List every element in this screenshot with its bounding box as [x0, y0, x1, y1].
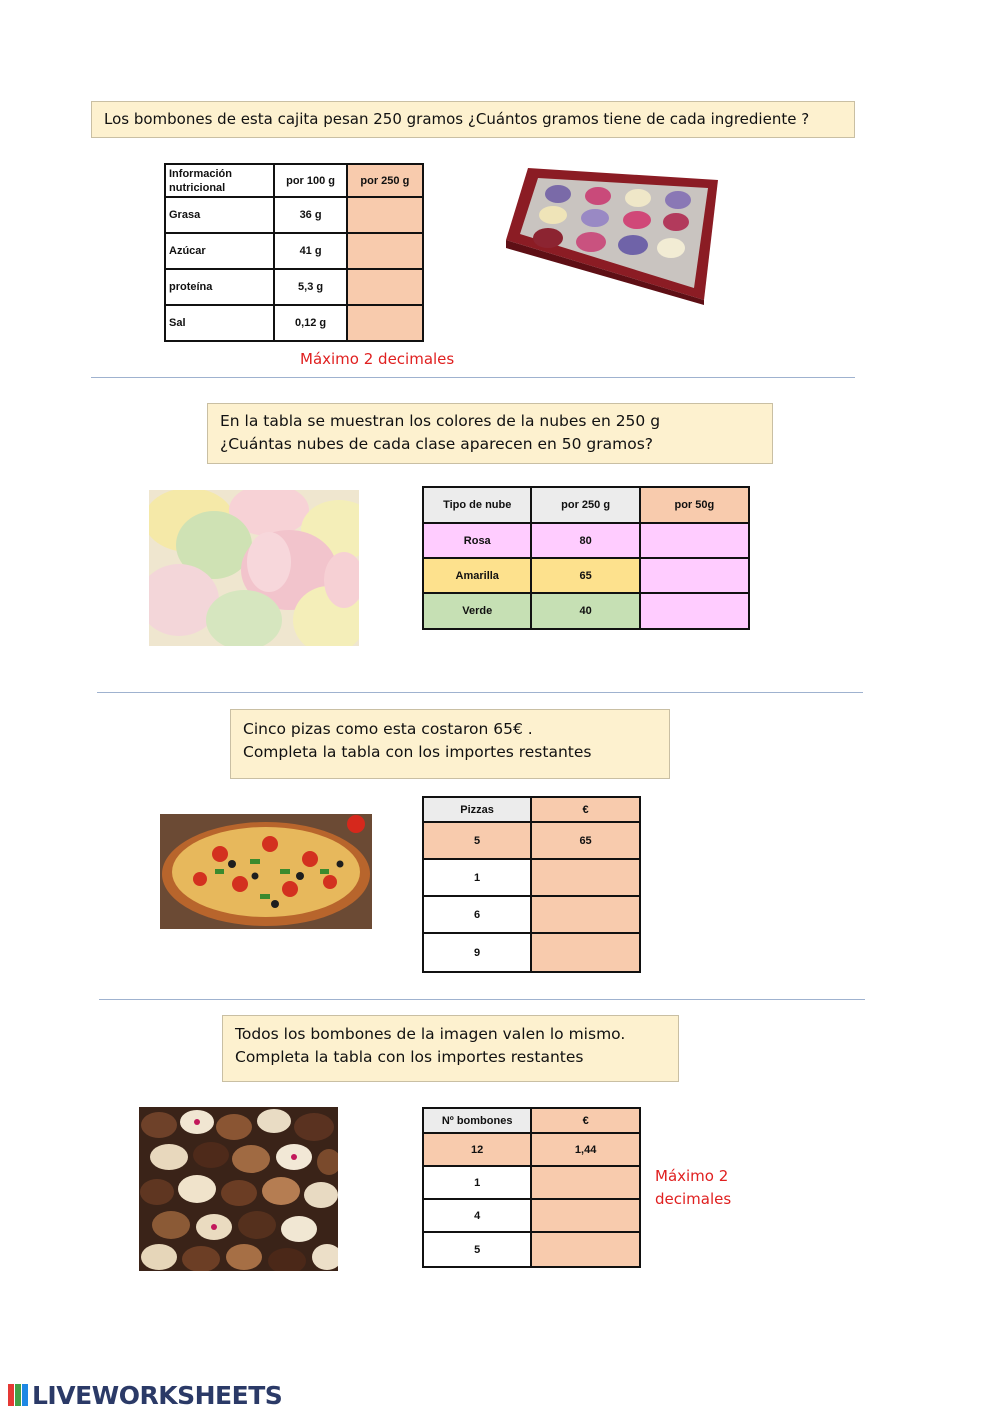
question-2-line-2: ¿Cuántas nubes de cada clase aparecen en 50 gramos?	[220, 435, 653, 453]
row-label: 5	[423, 1232, 531, 1267]
row-label: 6	[423, 896, 531, 933]
row-label: Amarilla	[423, 558, 531, 593]
row-value: 65	[531, 558, 639, 593]
question-4-box	[222, 1015, 679, 1082]
question-3-box	[230, 709, 670, 779]
pizza-image	[160, 814, 372, 929]
question-2-line-1: En la tabla se muestran los colores de la nubes en 250 g	[220, 412, 661, 430]
chocolate-box-image	[498, 160, 720, 305]
row-label: Grasa	[165, 197, 274, 233]
header-per-250g: por 250 g	[347, 164, 423, 197]
answer-input-pizza-9[interactable]	[531, 933, 640, 972]
answer-input-pizza-6[interactable]	[531, 896, 640, 933]
header-info: Información nutricional	[165, 164, 274, 197]
header-bombones: Nº bombones	[423, 1108, 531, 1133]
question-1-text: Los bombones de esta cajita pesan 250 gramos ¿Cuántos gramos tiene de cada ingrediente ?	[104, 110, 810, 128]
bombones-table	[422, 1107, 641, 1268]
row-label: Azúcar	[165, 233, 274, 269]
answer-input-sal[interactable]	[347, 305, 423, 341]
answer-input-grasa[interactable]	[347, 197, 423, 233]
answer-input-pizza-1[interactable]	[531, 859, 640, 896]
row-label: 5	[423, 822, 531, 859]
row-label: 9	[423, 933, 531, 972]
row-value: 65	[531, 822, 640, 859]
decimal-note-2	[655, 1165, 731, 1211]
row-label: proteína	[165, 269, 274, 305]
row-value: 41 g	[274, 233, 346, 269]
row-label: Rosa	[423, 523, 531, 558]
row-value: 40	[531, 593, 639, 629]
answer-input-bombon-5[interactable]	[531, 1232, 640, 1267]
question-2-box	[207, 403, 773, 464]
row-label: 12	[423, 1133, 531, 1166]
header-euro: €	[531, 797, 640, 822]
marshmallow-image	[149, 490, 359, 646]
decimal-note-line-1: Máximo 2	[655, 1167, 729, 1185]
row-value: 0,12 g	[274, 305, 346, 341]
row-value: 5,3 g	[274, 269, 346, 305]
nutrition-table	[164, 163, 424, 342]
row-label: Sal	[165, 305, 274, 341]
row-label: 4	[423, 1199, 531, 1232]
header-per-100g: por 100 g	[274, 164, 346, 197]
header-per-250g: por 250 g	[531, 487, 639, 523]
liveworksheets-logo	[8, 1381, 282, 1409]
question-4-line-1: Todos los bombones de la imagen valen lo mismo.	[235, 1025, 626, 1043]
answer-input-azucar[interactable]	[347, 233, 423, 269]
row-value: 80	[531, 523, 639, 558]
header-pizzas: Pizzas	[423, 797, 531, 822]
answer-input-verde[interactable]	[640, 593, 749, 629]
pizza-table	[422, 796, 641, 973]
header-euro: €	[531, 1108, 640, 1133]
section-divider	[91, 377, 855, 378]
question-4-line-2: Completa la tabla con los importes restantes	[235, 1048, 584, 1066]
row-label: 1	[423, 1166, 531, 1199]
chocolates-image	[139, 1107, 338, 1271]
row-label: Verde	[423, 593, 531, 629]
logo-text: LIVEWORKSHEETS	[32, 1380, 283, 1410]
header-per-50g: por 50g	[640, 487, 749, 523]
header-type: Tipo de nube	[423, 487, 531, 523]
decimal-note-line-2: decimales	[655, 1190, 732, 1208]
section-divider	[99, 999, 865, 1000]
answer-input-rosa[interactable]	[640, 523, 749, 558]
answer-input-bombon-4[interactable]	[531, 1199, 640, 1232]
answer-input-amarilla[interactable]	[640, 558, 749, 593]
section-divider	[97, 692, 863, 693]
row-label: 1	[423, 859, 531, 896]
question-1-box	[91, 101, 855, 138]
logo-icon	[8, 1382, 30, 1408]
marshmallow-table	[422, 486, 750, 630]
decimal-note-1	[300, 348, 454, 371]
question-3-line-1: Cinco pizas como esta costaron 65€ .	[243, 720, 533, 738]
decimal-note-text: Máximo 2 decimales	[300, 350, 455, 368]
question-3-line-2: Completa la tabla con los importes restantes	[243, 743, 592, 761]
answer-input-bombon-1[interactable]	[531, 1166, 640, 1199]
answer-input-proteina[interactable]	[347, 269, 423, 305]
row-value: 36 g	[274, 197, 346, 233]
row-value: 1,44	[531, 1133, 640, 1166]
